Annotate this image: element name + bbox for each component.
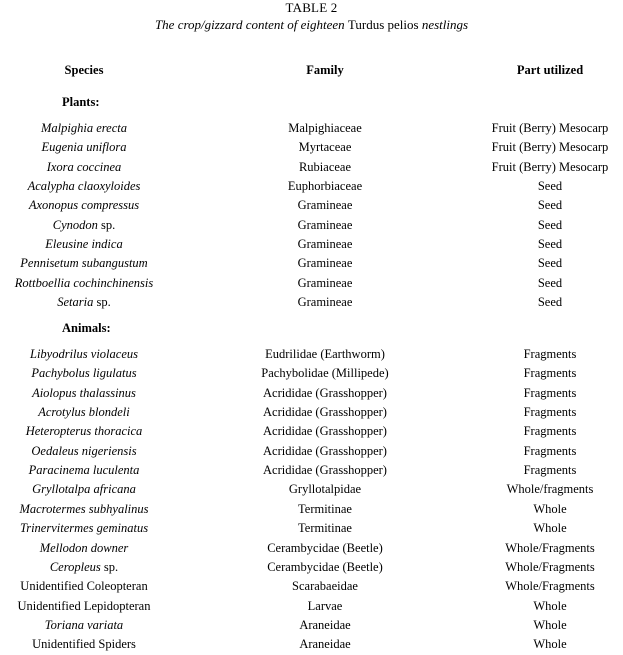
family-cell: Acrididae (Grasshopper)	[263, 405, 387, 420]
part-utilized-cell: Seed	[537, 295, 563, 310]
part-utilized-cell: Fragments	[523, 443, 577, 458]
family-cell: Termitinae	[298, 521, 352, 536]
family-cell: Araneidae	[299, 617, 351, 632]
species-name: Macrotermes subhyalinus	[19, 501, 149, 516]
species-cell	[0, 616, 168, 635]
part-utilized-cell: Whole	[533, 521, 567, 536]
family-cell: Eudrilidae (Earthworm)	[265, 347, 385, 361]
table-row	[0, 254, 623, 273]
part-utilized-cell: Whole/Fragments	[505, 579, 595, 594]
species-suffix: Unidentified Coleopteran	[20, 579, 148, 594]
column-header-species: Species	[64, 63, 104, 77]
family-cell: Gramineae	[297, 237, 353, 252]
species-cell	[0, 519, 168, 538]
part-utilized-cell: Fruit (Berry) Mesocarp	[491, 121, 609, 135]
family-cell: Pachybolidae (Millipede)	[261, 366, 389, 381]
species-name: Ceropleus	[49, 559, 101, 574]
family-cell: Acrididae (Grasshopper)	[263, 463, 387, 478]
species-cell	[0, 254, 168, 273]
species-cell	[0, 403, 168, 422]
table-row	[0, 519, 623, 538]
species-cell	[0, 177, 168, 196]
part-utilized-cell: Whole	[533, 598, 567, 613]
table-row	[0, 293, 623, 312]
species-name: Libyodrilus violaceus	[30, 347, 138, 361]
part-utilized-cell: Whole	[533, 617, 567, 632]
family-cell: Myrtaceae	[298, 140, 352, 155]
species-cell	[0, 293, 168, 312]
table-row	[0, 480, 623, 499]
section-label: Plants:	[62, 95, 100, 109]
species-suffix: Unidentified Lepidopteran	[17, 598, 151, 613]
table-row	[0, 577, 623, 596]
family-cell: Scarabaeidae	[292, 579, 358, 594]
part-utilized-cell: Seed	[537, 179, 563, 194]
family-cell: Euphorbiaceae	[287, 179, 363, 194]
table-row	[0, 539, 623, 558]
species-name: Ixora coccinea	[46, 159, 122, 174]
part-utilized-cell: Whole/fragments	[506, 482, 594, 497]
table-row	[0, 196, 623, 215]
family-cell: Cerambycidae (Beetle)	[267, 540, 383, 555]
family-cell: Araneidae	[299, 637, 351, 652]
species-name: Axonopus compressus	[28, 198, 140, 213]
table-row	[0, 384, 623, 403]
species-cell	[0, 364, 168, 383]
part-utilized-cell: Fragments	[523, 347, 577, 361]
species-cell	[0, 500, 168, 519]
table-row	[0, 616, 623, 635]
species-cell	[0, 539, 168, 558]
species-name: Pennisetum subangustum	[20, 256, 148, 271]
column-header-family: Family	[306, 63, 344, 77]
table-row	[0, 177, 623, 196]
part-utilized-cell: Fragments	[523, 385, 577, 400]
part-utilized-cell: Whole	[533, 637, 567, 652]
part-utilized-cell: Fragments	[523, 463, 577, 478]
part-utilized-cell: Fragments	[523, 366, 577, 381]
family-cell: Cerambycidae (Beetle)	[267, 559, 383, 574]
species-suffix: sp.	[97, 217, 116, 232]
family-cell: Gramineae	[297, 275, 353, 290]
species-name: Mellodon downer	[39, 540, 129, 555]
species-name: Paracinema luculenta	[28, 463, 140, 478]
species-name: Pachybolus ligulatus	[31, 366, 137, 381]
part-utilized-cell: Whole	[533, 501, 567, 516]
title-part-3: nestlings	[418, 17, 469, 32]
species-suffix: sp.	[93, 295, 111, 310]
family-cell: Rubiaceae	[298, 159, 352, 174]
part-utilized-cell: Seed	[537, 275, 563, 290]
table-row	[0, 442, 623, 461]
species-cell	[0, 138, 168, 157]
column-header-part: Part utilized	[516, 63, 584, 77]
table-row	[0, 158, 623, 177]
table-title	[0, 17, 623, 33]
species-name: Heteropterus thoracica	[25, 424, 143, 439]
table-row	[0, 558, 623, 577]
table-row	[0, 235, 623, 254]
species-name: Acalypha claoxyloides	[27, 179, 141, 194]
species-suffix: Unidentified Spiders	[32, 637, 136, 652]
species-cell	[0, 384, 168, 403]
species-name: Aiolopus thalassinus	[32, 385, 136, 400]
table-row	[0, 422, 623, 441]
table-row	[0, 461, 623, 480]
family-cell: Termitinae	[298, 501, 352, 516]
family-cell: Gramineae	[297, 198, 353, 213]
table-row	[0, 364, 623, 383]
part-utilized-cell: Seed	[537, 198, 563, 213]
species-cell	[0, 480, 168, 499]
species-name: Eleusine indica	[45, 237, 123, 252]
species-name: Trinervitermes geminatus	[19, 521, 149, 536]
family-cell: Gramineae	[297, 256, 353, 271]
table-row	[0, 597, 623, 616]
species-suffix: sp.	[100, 559, 119, 574]
table-row	[0, 274, 623, 293]
part-utilized-cell: Fruit (Berry) Mesocarp	[491, 140, 609, 155]
species-cell	[0, 635, 168, 654]
part-utilized-cell: Whole/Fragments	[505, 540, 595, 555]
part-utilized-cell: Seed	[537, 237, 563, 252]
species-cell	[0, 119, 168, 138]
title-part-2: Turdus pelios	[347, 17, 419, 32]
family-cell: Acrididae (Grasshopper)	[263, 424, 387, 439]
part-utilized-cell: Seed	[537, 217, 563, 232]
part-utilized-cell: Whole/Fragments	[505, 559, 595, 574]
species-cell	[0, 274, 168, 293]
species-name: Rottboellia cochinchinensis	[14, 275, 154, 290]
title-part-1: The crop/gizzard content of eighteen	[154, 17, 348, 32]
table-row	[0, 138, 623, 157]
species-name: Setaria	[57, 295, 94, 310]
part-utilized-cell: Seed	[537, 256, 563, 271]
family-cell: Larvae	[307, 598, 343, 613]
species-cell	[0, 577, 168, 596]
species-cell	[0, 597, 168, 616]
species-cell	[0, 558, 168, 577]
species-cell	[0, 461, 168, 480]
family-cell: Malpighiaceae	[288, 121, 362, 135]
table-row	[0, 403, 623, 422]
species-cell	[0, 196, 168, 215]
species-name: Malpighia erecta	[41, 121, 127, 135]
table-row	[0, 635, 623, 654]
part-utilized-cell: Fragments	[523, 405, 577, 420]
species-cell	[0, 422, 168, 441]
family-cell: Gramineae	[297, 217, 353, 232]
table-row	[0, 345, 623, 364]
species-name: Oedaleus nigeriensis	[31, 443, 137, 458]
table-row	[0, 119, 623, 138]
species-name: Eugenia uniflora	[41, 140, 127, 155]
table-label: TABLE 2	[285, 0, 338, 15]
species-name: Acrotylus blondeli	[38, 405, 130, 420]
family-cell: Gramineae	[297, 295, 353, 310]
species-name: Gryllotalpa africana	[32, 482, 136, 497]
part-utilized-cell: Fragments	[523, 424, 577, 439]
species-cell	[0, 158, 168, 177]
species-name: Toriana variata	[44, 617, 124, 632]
species-name: Cynodon	[52, 217, 98, 232]
species-cell	[0, 442, 168, 461]
section-label: Animals:	[62, 321, 111, 335]
part-utilized-cell: Fruit (Berry) Mesocarp	[491, 159, 609, 174]
table-row	[0, 216, 623, 235]
family-cell: Acrididae (Grasshopper)	[263, 443, 387, 458]
family-cell: Gryllotalpidae	[288, 482, 362, 497]
species-cell	[0, 345, 168, 364]
family-cell: Acrididae (Grasshopper)	[263, 385, 387, 400]
species-cell	[0, 216, 168, 235]
species-cell	[0, 235, 168, 254]
table-row	[0, 500, 623, 519]
